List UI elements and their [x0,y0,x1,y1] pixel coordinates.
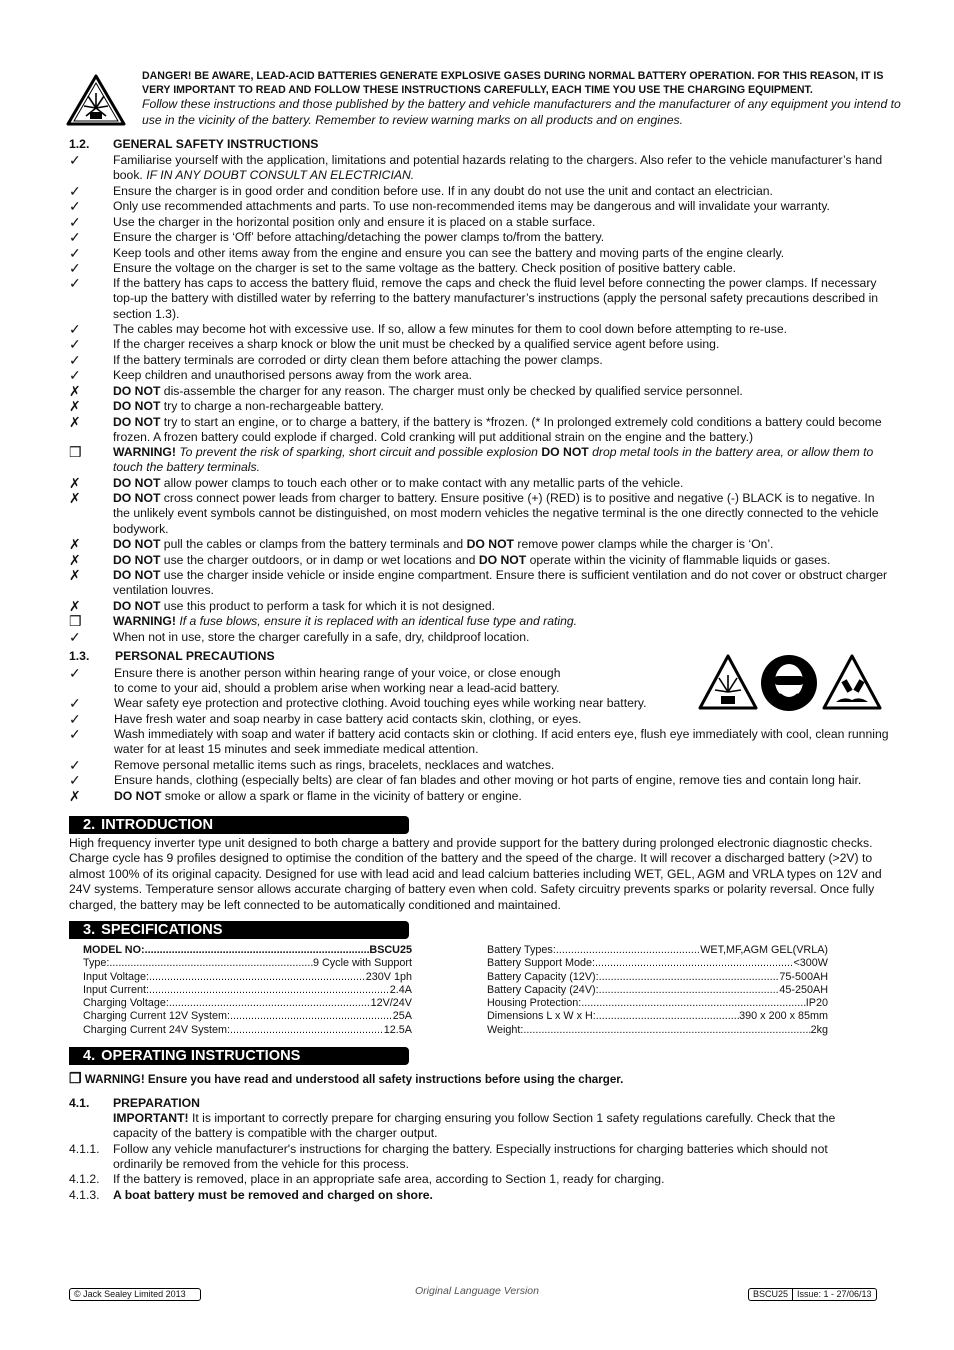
list-item-text [113,184,889,199]
danger-notice [142,70,902,128]
spec-label: Housing Protection: [487,997,582,1010]
section-number: 4.1. [69,1096,90,1110]
item-text: remove power clamps while the charger is ‘On’. [514,537,774,551]
step-number: 4.1.1. [69,1142,100,1156]
list-item [69,337,889,352]
list-item-text [113,215,889,230]
cross-icon: ✗ [69,552,81,568]
do-not-label: DO NOT [113,415,161,429]
check-icon: ✓ [69,198,81,214]
item-text: pull the cables or clamps from the battery terminals and [160,537,467,551]
spec-row [83,997,412,1010]
do-not-label: DO NOT [114,789,162,803]
checkbox-icon: ❒ [69,444,82,460]
cross-icon: ✗ [69,490,81,506]
list-item-text [113,246,889,261]
spec-row [487,957,828,970]
item-text: use the charger outdoors, or in damp or wet locations and [160,553,479,567]
cross-icon: ✗ [69,567,81,583]
step-text: Follow any vehicle manufacturer's instructions for charging the battery. Especially instructions for charging batteries which should not ordinarily be removed from the vehicle for this process. [113,1142,828,1172]
section-1-2-heading [69,137,319,151]
list-item-text [113,415,889,446]
check-icon: ✓ [69,695,81,711]
check-icon: ✓ [69,726,81,742]
check-icon: ✓ [69,772,81,788]
heading-title: OPERATING INSTRUCTIONS [101,1048,301,1064]
spec-dot-leader [599,971,780,984]
spec-row [83,971,412,984]
preparation-important [113,1111,853,1142]
section-number: 1.2. [69,137,90,151]
spec-row [487,971,828,984]
check-icon: ✓ [69,229,81,245]
item-text: Familiarise yourself with the application, limitations and potential hazards relating to the chargers. Also refer to the vehicle manufacturer’s hand book. [113,153,883,183]
list-item [69,789,889,804]
important-label: IMPORTANT! [113,1111,189,1125]
eye-protection-icon [760,654,818,712]
list-item [69,599,889,614]
heading-number: 4. [83,1048,96,1064]
list-item [69,215,889,230]
cross-icon: ✗ [69,383,81,399]
spec-label: Charging Voltage: [83,997,169,1010]
list-item [69,727,889,758]
check-icon: ✓ [69,245,81,261]
list-item [69,153,889,184]
issue-box [748,1288,877,1301]
danger-italic-text: Follow these instructions and those published by the battery and vehicle manufacturers and the manufacturer of any equipment you intend to use in the vicinity of the battery. Remember to review warning marks on all products and on engines. [142,97,901,127]
preparation-step [69,1172,889,1187]
introduction-text: High frequency inverter type unit designed to both charge a battery and provide support for the battery during prolonged electronic diagnostic checks. Charge cycle has 9 profiles designed to optimise the condition of the battery and the speed of the charge. It will recover a discharged battery (>2V) to almost 100% of its original capacity. Designed for use with lead acid and lead calcium batteries including WET, GEL, AGM and VRLA types on 12V and 24V systems. Temperature sensor allows accurate charging of battery even when cold. Safety circuitry prevents sparks or polarity reversal. Once fully charged, the battery may be left connected to be automatically conditioned and maintained. [69,836,882,912]
operating-warning [69,1071,623,1087]
specifications-left-table [83,944,412,1037]
spec-value: 230V 1ph [365,970,412,983]
list-item-text [113,230,889,245]
list-item-text [114,773,889,788]
step-number: 4.1.2. [69,1172,100,1186]
item-text: When not in use, store the charger carefully in a safe, dry, childproof location. [113,630,530,644]
section-title: PREPARATION [113,1096,200,1110]
list-item-text [113,491,889,537]
list-item-text [113,553,889,568]
operating-instructions-heading [69,1047,409,1065]
item-text: operate within the vicinity of flammable liquids or gases. [526,553,831,567]
list-item-text [113,599,889,614]
list-item [69,553,889,568]
spec-label: Dimensions L x W x H: [487,1010,596,1023]
preparation-step [69,1142,889,1173]
list-item [69,476,889,491]
list-item [69,184,889,199]
list-item [69,230,889,245]
checkbox-icon: ❒ [69,1070,82,1086]
spec-label: MODEL NO: [83,944,145,956]
cross-icon: ✗ [69,475,81,491]
warning-italic: To prevent the risk of sparking, short circuit and possible explosion [175,445,542,459]
section-number: 1.3. [69,649,90,663]
spec-row [487,984,828,997]
cross-icon: ✗ [69,598,81,614]
spec-dot-leader [230,1024,384,1037]
check-icon: ✓ [69,336,81,352]
item-text: Ensure the charger is ‘Off’ before attaching/detaching the power clamps to/from the battery. [113,230,605,244]
list-item-text [113,476,889,491]
important-text: It is important to correctly prepare for charging ensuring you follow Section 1 safety regulations carefully. Check that the capacity of the battery is compatible with the charger output. [113,1111,836,1141]
spec-label: Input Voltage: [83,970,150,983]
spec-dot-leader [596,1010,739,1023]
item-text: Keep children and unauthorised persons away from the work area. [113,368,473,382]
model-code: BSCU25 [749,1289,793,1300]
spec-label: Weight: [487,1023,524,1036]
item-text: try to start an engine, or to charge a battery, if the battery is *frozen. (* In prolonged extremely cold conditions a battery could become frozen. A frozen battery could explode if charged. Cold cranking will put additional strain on the engine and the battery.) [113,415,882,445]
list-item [69,353,889,368]
list-item [69,630,889,645]
list-item-text [113,261,889,276]
check-icon: ✓ [69,629,81,645]
spec-row [487,1024,828,1037]
spec-value: 9 Cycle with Support [312,957,412,970]
check-icon: ✓ [69,665,81,681]
warning-italic: If a fuse blows, ensure it is replaced with an identical fuse type and rating. [175,614,578,628]
list-item-text [114,758,889,773]
list-item [69,491,889,537]
list-item-text [113,445,889,476]
list-item [69,537,889,552]
spec-row [487,997,828,1010]
list-item-text [113,537,889,552]
spec-value: IP20 [805,997,828,1010]
spec-label: Battery Capacity (24V): [487,983,599,996]
list-item [69,415,889,446]
spec-label: Battery Capacity (12V): [487,970,599,983]
spec-value: WET,MF,AGM GEL(VRLA) [700,944,828,956]
list-item-text [113,568,889,599]
spec-row [83,984,412,997]
corrosive-hazard-icon [822,654,882,710]
spec-label: Charging Current 12V System: [83,1010,231,1023]
do-not-label: DO NOT [113,399,161,413]
spec-value: 390 x 200 x 85mm [739,1010,828,1023]
check-icon: ✓ [69,757,81,773]
list-item [69,712,889,727]
list-item-text [113,153,889,184]
list-item [69,399,889,414]
spec-dot-leader [230,1010,393,1023]
spec-dot-leader [169,997,371,1010]
do-not-label: DO NOT [541,445,589,459]
item-text: Wash immediately with soap and water if battery acid contacts skin or clothing. If acid enters eye, flush eye immediately with cool, clean running water for at least 15 minutes and seek immediate medical attention. [114,727,889,757]
list-item-text [113,353,889,368]
copyright-box: © Jack Sealey Limited 2013 [69,1288,201,1301]
heading-title: SPECIFICATIONS [101,922,223,938]
do-not-label: DO NOT [113,476,161,490]
item-text: Have fresh water and soap nearby in case battery acid contacts skin, clothing, or eyes. [114,712,582,726]
item-text: try to charge a non-rechargeable battery. [160,399,384,413]
spec-value: <300W [793,957,828,970]
danger-bold-text: DANGER! BE AWARE, LEAD-ACID BATTERIES GENERATE EXPLOSIVE GASES DURING NORMAL BATTERY OPERATION. FOR THIS REASON, IT IS VERY IMPORTANT TO READ AND FOLLOW THESE INSTRUCTIONS CAREFULLY, EACH TIME YOU USE THE CHARGING EQUIPMENT. [142,70,884,96]
operating-warning-text: WARNING! Ensure you have read and understood all safety instructions before using the charger. [84,1073,624,1086]
specifications-right-table [487,944,828,1037]
item-text: Wear safety eye protection and protective clothing. Avoid touching eyes while working near battery. [114,696,647,710]
item-text: smoke or allow a spark or flame in the vicinity of battery or engine. [161,789,522,803]
item-text: The cables may become hot with excessive use. If so, allow a few minutes for them to cool down before attempting to re-use. [113,322,788,336]
check-icon: ✓ [69,321,81,337]
list-item-text [113,337,889,352]
spec-row [83,957,412,970]
spec-label: Battery Types: [487,944,556,956]
check-icon: ✓ [69,152,81,168]
do-not-label: DO NOT [113,491,161,505]
spec-value: 25A [392,1010,412,1023]
spec-value: 12.5A [383,1023,412,1036]
spec-value: 12V/24V [370,997,412,1010]
item-text: use the charger inside vehicle or inside engine compartment. Ensure there is sufficient ventilation and do not cover or obstruct charger ventilation louvres. [113,568,888,598]
list-item-text [114,727,889,758]
check-icon: ✓ [69,352,81,368]
list-item-text [113,630,889,645]
list-item-text [113,384,889,399]
list-item [69,276,889,322]
spec-row [83,1010,412,1023]
language-version: Original Language Version [415,1285,539,1297]
check-icon: ✓ [69,183,81,199]
list-item [69,368,889,383]
spec-dot-leader [523,1024,810,1037]
introduction-heading [69,816,409,834]
check-icon: ✓ [69,260,81,276]
warning-italic: drop metal tools in the battery area, or allow them to touch the battery terminals. [113,445,874,475]
list-item [69,322,889,337]
section-1-3-heading [69,649,275,663]
spec-dot-leader [109,957,313,970]
check-icon: ✓ [69,275,81,291]
list-item [69,773,889,788]
section-title: GENERAL SAFETY INSTRUCTIONS [113,137,319,151]
spec-value: 75-500AH [779,970,828,983]
item-text: cross connect power leads from charger to battery. Ensure positive (+) (RED) is to positive and negative (-) BLACK is to negative. In the unlikely event symbols cannot be distinguished, on most modern vehicles the negative terminal is the one directly connected to the vehicle bodywork. [113,491,879,536]
spec-dot-leader [149,971,366,984]
item-text: Ensure hands, clothing (especially belts) are clear of fan blades and other moving or hot parts of engine, remove ties and contain long hair. [114,773,862,787]
cross-icon: ✗ [69,398,81,414]
spec-row [487,1010,828,1023]
checkbox-icon: ❒ [69,613,82,629]
cross-icon: ✗ [69,414,81,430]
item-text: Ensure the voltage on the charger is set to the same voltage as the battery. Check position of positive battery cable. [113,261,737,275]
spec-dot-leader [145,944,370,957]
explosion-hazard-icon [698,654,758,710]
item-text: Only use recommended attachments and parts. To use non-recommended items may be dangerous and will invalidate your warranty. [113,199,830,213]
list-item [69,199,889,214]
cross-icon: ✗ [69,536,81,552]
cross-icon: ✗ [69,788,81,804]
spec-dot-leader [556,944,700,957]
list-item-text [113,614,889,629]
list-item [69,614,889,629]
step-number: 4.1.3. [69,1188,100,1202]
warning-label: WARNING! [113,614,176,628]
item-text: If the charger receives a sharp knock or blow the unit must be checked by a qualified service agent before using. [113,337,720,351]
do-not-label: DO NOT [478,553,527,567]
do-not-label: DO NOT [113,553,161,567]
spec-row [83,944,412,957]
heading-number: 2. [83,817,96,833]
item-text: dis-assemble the charger for any reason. The charger must only be checked by qualified service personnel. [160,384,743,398]
list-item-text [114,789,889,804]
warning-label: WARNING! [113,445,176,459]
item-text: Ensure the charger is in good order and condition before use. If in any doubt do not use the unit and contact an electrician. [113,184,773,198]
item-text: Keep tools and other items away from the engine and ensure you can see the battery and moving parts of the engine clearly. [113,246,785,260]
item-text: If the battery has caps to access the battery fluid, remove the caps and check the fluid level before connecting the power clamps. If necessary top-up the battery with distilled water by referring to the battery manufacturer’s instructions (apply the personal safety precautions described in section 1.3). [113,276,879,321]
item-text: use this product to perform a task for which it is not designed. [160,599,496,613]
preparation-heading [69,1096,200,1110]
spec-dot-leader [149,984,390,997]
spec-value: 2kg [810,1023,828,1036]
list-item [69,445,889,476]
explosion-warning-icon [66,74,126,126]
spec-row [83,1024,412,1037]
spec-label: Input Current: [83,983,150,996]
list-item-text [113,199,889,214]
item-text: Remove personal metallic items such as rings, bracelets, necklaces and watches. [114,758,555,772]
item-text: If the battery terminals are corroded or dirty clean them before attaching the power clamps. [113,353,603,367]
list-item [69,246,889,261]
heading-number: 3. [83,922,96,938]
do-not-label: DO NOT [113,537,161,551]
item-italic: IF IN ANY DOUBT CONSULT AN ELECTRICIAN. [146,168,415,183]
item-text: Use the charger in the horizontal position only and ensure it is placed on a stable surface. [113,215,596,229]
list-item-text [113,399,889,414]
do-not-label: DO NOT [113,568,161,582]
spec-label: Charging Current 24V System: [83,1023,231,1036]
spec-value: BSCU25 [369,944,412,956]
list-item [69,261,889,276]
spec-dot-leader [599,984,780,997]
spec-value: 45-250AH [779,983,828,996]
list-item [69,384,889,399]
list-item [69,758,889,773]
do-not-label: DO NOT [113,599,161,613]
item-text: Ensure there is another person within hearing range of your voice, or close enough to come to your aid, should a problem arise when working near a lead-acid battery. [114,666,561,696]
spec-row [487,944,828,957]
step-text: If the battery is removed, place in an appropriate safe area, according to Section 1, ready for charging. [113,1172,665,1186]
check-icon: ✓ [69,214,81,230]
list-item-text [113,322,889,337]
list-item-text [114,712,889,727]
issue-date: Issue: 1 - 27/06/13 [797,1289,872,1299]
check-icon: ✓ [69,711,81,727]
heading-title: INTRODUCTION [101,817,214,833]
spec-dot-leader [595,957,793,970]
list-item-text [113,276,889,322]
check-icon: ✓ [69,367,81,383]
spec-value: 2.4A [389,983,412,996]
do-not-label: DO NOT [113,384,161,398]
do-not-label: DO NOT [466,537,514,551]
spec-label: Type: [83,957,110,970]
step-text: A boat battery must be removed and charged on shore. [113,1188,433,1202]
item-text: allow power clamps to touch each other or to make contact with any metallic parts of the vehicle. [160,476,684,490]
spec-dot-leader [581,997,806,1010]
spec-label: Battery Support Mode: [487,957,596,970]
specifications-heading [69,921,409,939]
list-item [69,568,889,599]
preparation-step [69,1188,889,1203]
list-item-text [113,368,889,383]
section-title: PERSONAL PRECAUTIONS [115,649,275,663]
